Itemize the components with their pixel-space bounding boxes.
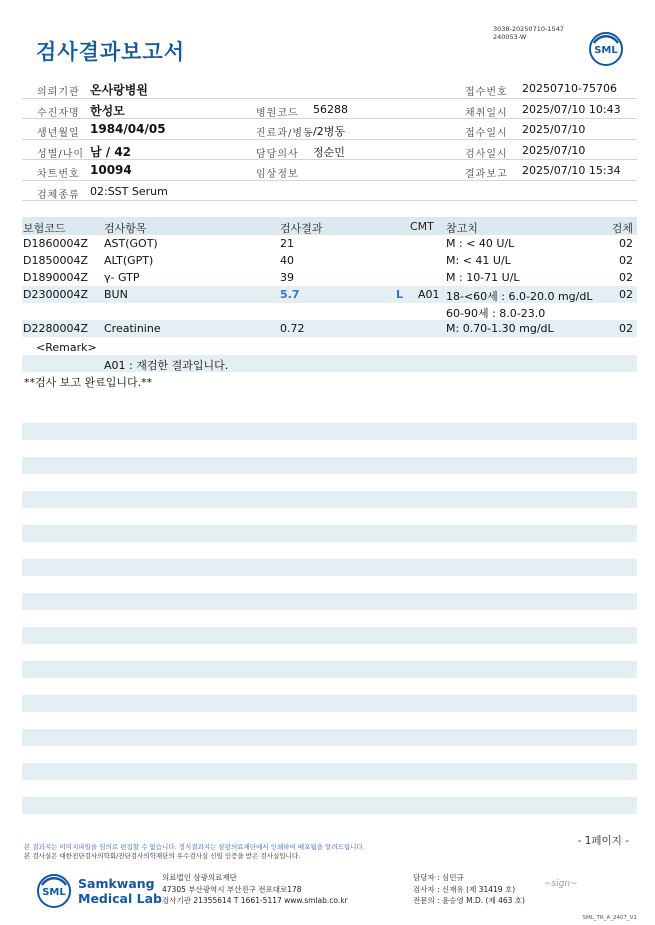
stripe [22, 423, 637, 440]
received-label: 접수일시 [465, 128, 508, 139]
row-ref: M: < 41 U/L [446, 254, 511, 267]
row-ref: M: 0.70-1.30 mg/dL [446, 322, 554, 335]
stripe [22, 525, 637, 542]
patient-info-section [22, 78, 637, 201]
specimen-value: 02:SST Serum [90, 184, 168, 198]
table-row [22, 320, 637, 337]
dept-value: /2병동 [313, 125, 345, 138]
svg-text:SML: SML [42, 887, 66, 898]
org-name: 의료법인 삼광의료재단 [162, 873, 237, 882]
stripe [22, 695, 637, 712]
stripe [22, 627, 637, 644]
row-result: 0.72 [280, 322, 305, 335]
header-spec: 검체 [611, 222, 633, 235]
chart-value: 10094 [90, 163, 132, 177]
received-value: 2025/07/10 [522, 123, 586, 136]
table-row [22, 286, 637, 303]
dob-value: 1984/04/05 [90, 122, 166, 136]
receipt-no-label: 접수번호 [465, 87, 508, 98]
collected-label: 채취일시 [465, 107, 508, 119]
header-code: 보험코드 [23, 222, 66, 235]
org-contact: 검사기관 21355614 T 1661-5117 www.smlab.co.kr [162, 896, 348, 905]
svg-text:SML: SML [594, 45, 618, 56]
doctor-value: 정순민 [313, 145, 345, 159]
stripe [22, 457, 637, 474]
blank-rows [22, 355, 637, 831]
stripe [22, 559, 637, 576]
sex-age-value: 남 / 42 [90, 144, 132, 159]
header-cmt: CMT [410, 220, 434, 233]
reported-label: 결과보고 [465, 169, 508, 180]
stripe [22, 491, 637, 508]
stripe [22, 593, 637, 610]
reported-value: 2025/07/10 15:34 [522, 164, 621, 177]
doctor-label: 담당의사 [256, 148, 299, 160]
stripe [22, 729, 637, 746]
row-result: 21 [280, 237, 294, 250]
sex-age-label: 성별/나이 [37, 148, 85, 160]
patient-label: 수진자명 [37, 107, 80, 119]
stripe [22, 661, 637, 678]
remark-title: <Remark> [36, 341, 97, 354]
row-item: Creatinine [104, 322, 161, 335]
hospital-code-label: 병원코드 [256, 107, 299, 119]
chart-label: 차트번호 [37, 169, 80, 180]
hospital-code-value: 56288 [313, 102, 348, 116]
row-code: D2280004Z [23, 322, 88, 335]
info-row [22, 119, 637, 140]
tested-value: 2025/07/10 [522, 143, 586, 157]
info-row [22, 78, 637, 99]
patient-value: 한성모 [90, 103, 125, 118]
page-title: 검사결과보고서 [36, 40, 186, 64]
stripe [22, 763, 637, 780]
row-result: 40 [280, 254, 294, 267]
staff-specialist: 전문의 : 윤승영 M.D. (제 463 호) [413, 896, 525, 905]
stripe [22, 389, 637, 406]
info-row [22, 181, 637, 202]
row-code: D1890004Z [23, 271, 88, 284]
sml-logo-icon [588, 31, 624, 67]
signature-mark: ~sign~ [544, 879, 578, 889]
form-code: SML_TR_A_2407_V1 [582, 915, 637, 921]
remark-line: A01 : 재검한 결과입니다. [104, 359, 229, 372]
row-result: 5.7 [280, 288, 300, 301]
institution-label: 의뢰기관 [37, 87, 80, 98]
row-ref-continuation: 60-90세 : 8.0-23.0 [446, 307, 546, 320]
notice-blue: 본 결과지는 이미지파일을 임의로 편집할 수 없습니다. 정식결과지는 삼광의료재단에서 인쇄하여 배포됨을 알려드립니다. [24, 843, 365, 851]
result-table [22, 217, 637, 337]
remark-complete: **검사 보고 완료입니다.** [24, 376, 153, 389]
clinical-label: 임상정보 [256, 169, 299, 180]
receipt-no-value: 20250710-75706 [522, 82, 617, 95]
staff-manager: 담당자 : 심민규 [413, 873, 464, 882]
row-ref: 18-<60세 : 6.0-20.0 mg/dL [446, 290, 593, 303]
row-spec: 02 [619, 322, 633, 335]
row-spec: 02 [619, 254, 633, 267]
collected-value: 2025/07/10 10:43 [522, 102, 621, 116]
institution-value: 온사랑병원 [90, 83, 148, 97]
header-result: 검사결과 [280, 222, 323, 235]
table-row [22, 252, 637, 269]
stripe [22, 797, 637, 814]
notice-dark: 본 검사실은 대한진단검사의학회/진단검사의학재단의 우수검사실 신임 인증을 받은 검사실입니다. [24, 852, 301, 860]
sml-logo-icon [36, 873, 72, 909]
row-item: γ- GTP [104, 271, 140, 284]
org-address: 47305 부산광역시 부산진구 전포대로178 [162, 885, 302, 894]
barcode-text: 3038-20250710-1547 240053-W [493, 25, 564, 41]
header-ref: 참고치 [446, 222, 478, 235]
row-code: D1850004Z [23, 254, 88, 267]
page-number: - 1페이지 - [577, 835, 629, 847]
table-row [22, 235, 637, 252]
row-ref: M : < 40 U/L [446, 237, 515, 250]
brand-name-line2: Medical Lab [78, 891, 162, 906]
table-row-continuation [22, 303, 637, 320]
info-row [22, 160, 637, 181]
tested-label: 검사일시 [465, 148, 508, 160]
table-header [22, 217, 637, 235]
row-code: D1860004Z [23, 237, 88, 250]
row-item: BUN [104, 288, 128, 301]
row-spec: 02 [619, 271, 633, 284]
header-item: 검사항목 [104, 222, 147, 235]
row-result: 39 [280, 271, 294, 284]
dob-label: 생년월일 [37, 128, 80, 139]
row-item: ALT(GPT) [104, 254, 154, 267]
row-spec: 02 [619, 237, 633, 250]
table-row [22, 269, 637, 286]
dept-label: 진료과/병동 [256, 128, 314, 139]
info-row [22, 140, 637, 161]
row-flag: L [396, 288, 404, 301]
row-ref: M : 10-71 U/L [446, 271, 520, 284]
brand-name-line1: Samkwang [78, 876, 155, 891]
staff-tester: 검사자 : 신재유 (제 31419 호) [413, 885, 516, 894]
row-code: D2300004Z [23, 288, 88, 301]
info-row [22, 99, 637, 120]
row-spec: 02 [619, 288, 633, 301]
specimen-label: 검체종류 [37, 189, 80, 201]
row-item: AST(GOT) [104, 237, 158, 250]
row-cmt: A01 [418, 288, 440, 301]
